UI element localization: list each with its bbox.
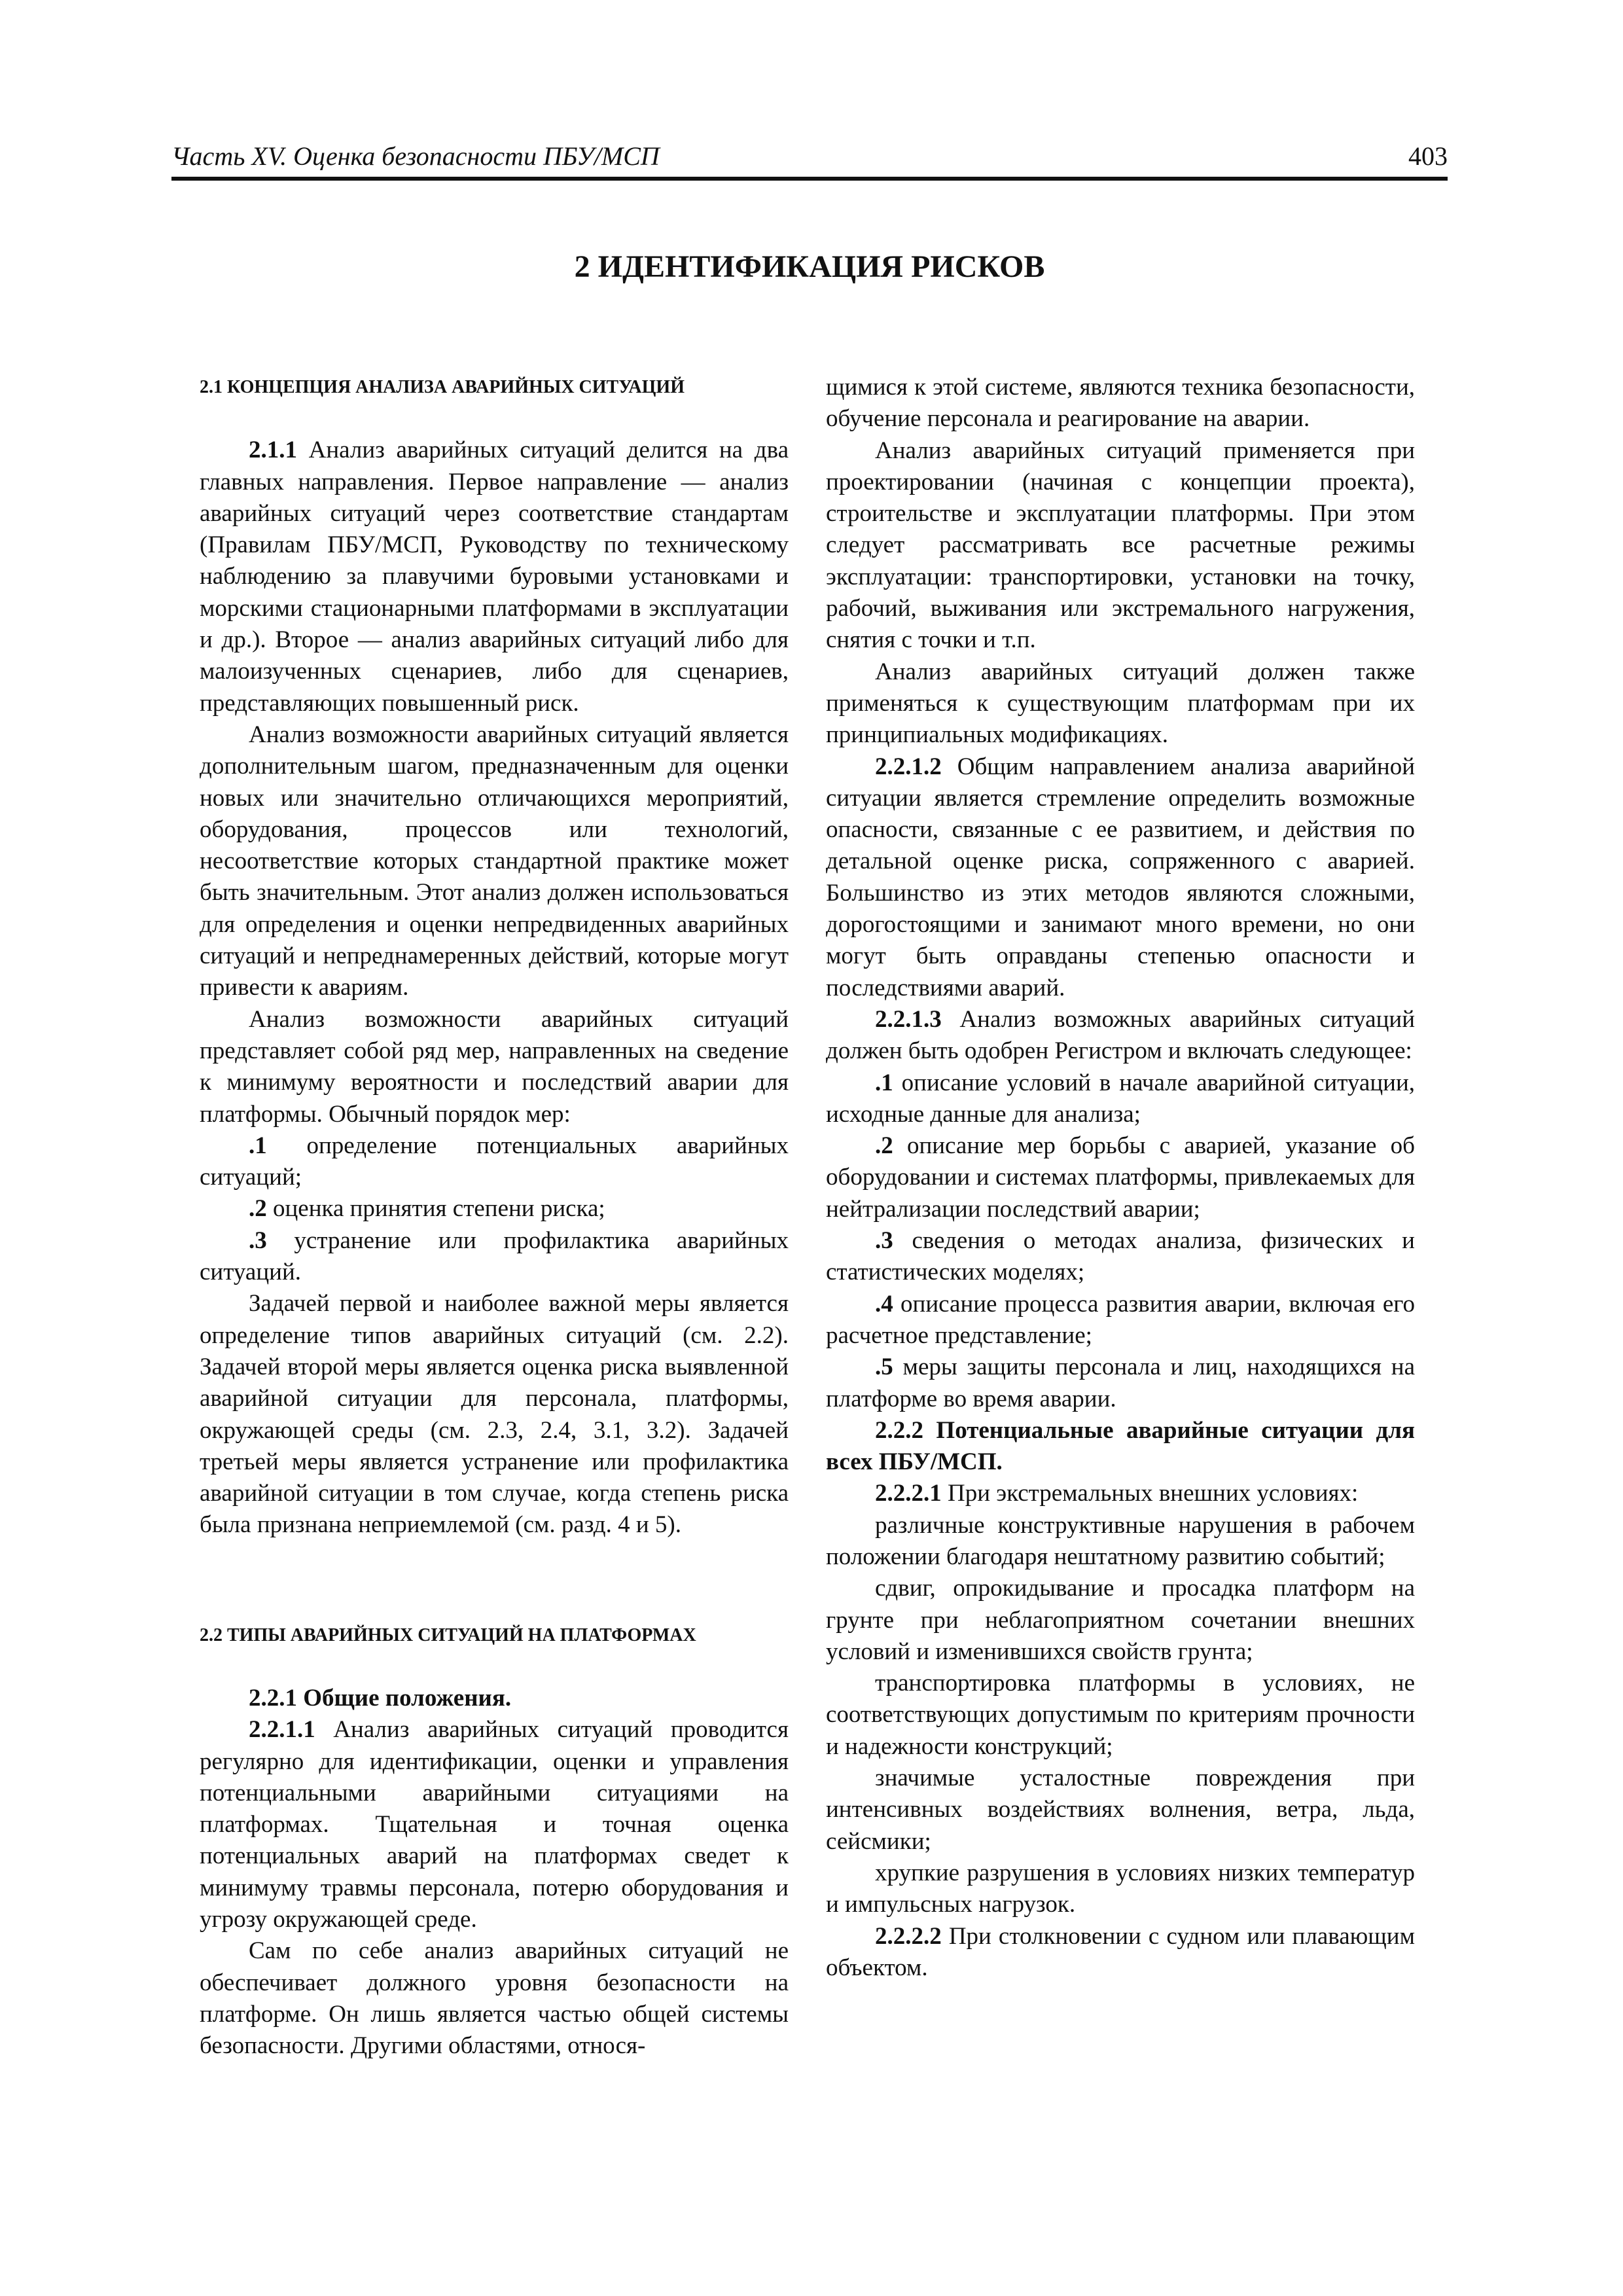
clause-number: 2.1.1 — [249, 437, 297, 464]
list-item: .3 устранение или профилактика аварийных ситуаций. — [200, 1227, 789, 1286]
list-item: .1 описание условий в начале аварийной ситуации, исходные данные для анализа; — [826, 1069, 1415, 1128]
list-item: .5 меры защиты персонала и лиц, находящихся на платформе во время аварии. — [826, 1354, 1415, 1412]
list-item: .2 оценка принятия степени риска; — [249, 1195, 605, 1223]
list-item: хрупкие разрушения в условиях низких температур и импульсных нагрузок. — [826, 1859, 1415, 1918]
section-heading-2-1: 2.1 КОНЦЕПЦИЯ АНАЛИЗА АВАРИЙНЫХ СИТУАЦИЙ — [200, 377, 685, 397]
paragraph: Сам по себе анализ аварийных ситуаций не обеспечивает должного уровня безопасности на платформе. Он лишь является частью общей системы безопасности. Другими областями, относя- — [200, 1937, 789, 2060]
running-title: Часть XV. Оценка безопасности ПБУ/МСП — [171, 141, 660, 171]
paragraph: Задачей первой и наиболее важной меры является определение типов аварийных ситуаций (см. 2.2). Задачей второй меры является оценка риска выявленной аварийной ситуации для персонала, платформы, окружающей среды (см. 2.3, 2.4, 3.1, 3.2). Задачей третьей меры является устранение или профилактика аварийной ситуации в том случае, когда степень риска была признана неприемлемой (см. разд. 4 и 5). — [200, 1290, 789, 1539]
list-item: .1 определение потенциальных аварийных ситуаций; — [200, 1132, 789, 1191]
paragraph: щимися к этой системе, являются техника безопасности, обучение персонала и реагирование на аварии. — [826, 374, 1415, 433]
list-item: значимые усталостные повреждения при интенсивных воздействиях волнения, ветра, льда, сейсмики; — [826, 1765, 1415, 1855]
paragraph: 2.2.1.1 Анализ аварийных ситуаций проводится регулярно для идентификации, оценки и управления потенциальными аварийными ситуациями на платформах. Тщательная и точная оценка потенциальных аварий на платформах сведет к минимуму травмы персонала, потерю оборудования и угрозу окружающей среде. — [200, 1716, 789, 1933]
chapter-title: 2 ИДЕНТИФИКАЦИЯ РИСКОВ — [574, 249, 1045, 284]
page-number: 403 — [1408, 141, 1448, 171]
paragraph: 2.1.1 Анализ аварийных ситуаций делится на два главных направления. Первое направление — анализ аварийных ситуаций через соответствие стандартам (Правилам ПБУ/МСП, Руководству по техническому наблюдению за плавучими буровыми установками и морскими стационарными платформами в эксплуатации и др.). Второе — анализ аварийных ситуаций либо для малоизученных сценариев, либо для сценариев, представляющих повышенный риск. — [200, 437, 789, 717]
list-item: .2 описание мер борьбы с аварией, указание об оборудовании и системах платформы, привлекаемых для нейтрализации последствий аварии; — [826, 1132, 1415, 1223]
right-column — [826, 372, 1415, 1984]
list-item: сдвиг, опрокидывание и просадка платформ на грунте при неблагоприятном сочетании внешних условий и изменившихся свойств грунта; — [826, 1575, 1415, 1665]
paragraph: 2.2.2.2 При столкновении с судном или плавающим объектом. — [826, 1922, 1415, 1981]
paragraph: 2.2.1.3 Анализ возможных аварийных ситуаций должен быть одобрен Регистром и включать следующее: — [826, 1005, 1415, 1065]
list-item: различные конструктивные нарушения в рабочем положении благодаря нештатному развитию событий; — [826, 1511, 1415, 1570]
paragraph: 2.2.2.1 При экстремальных внешних условиях: — [875, 1480, 1359, 1507]
page-header — [171, 137, 1448, 181]
paragraph: Анализ аварийных ситуаций должен также применяться к существующим платформам при их принципиальных модификациях. — [826, 658, 1415, 749]
list-item: .3 сведения о методах анализа, физических и статистических моделях; — [826, 1227, 1415, 1286]
paragraph: Анализ аварийных ситуаций применяется при проектировании (начиная с концепции проекта), строительстве и эксплуатации платформы. При этом следует рассматривать все расчетные режимы эксплуатации: транспортировки, установки на точку, рабочий, выживания или экстремального нагружения, снятия с точки и т.п. — [826, 437, 1415, 654]
list-item: .4 описание процесса развития аварии, включая его расчетное представление; — [826, 1290, 1415, 1349]
left-column — [200, 372, 789, 2062]
list-item: транспортировка платформы в условиях, не соответствующих допустимым по критериям прочности и надежности конструкций; — [826, 1670, 1415, 1760]
paragraph: Анализ возможности аварийных ситуаций является дополнительным шагом, предназначенным для оценки новых или значительно отличающихся мероприятий, оборудования, процессов или технологий, несоответствие которых стандартной практике может быть значительным. Этот анализ должен использоваться для определения и оценки непредвиденных аварийных ситуаций и непреднамеренных действий, которые могут привести к авариям. — [200, 721, 789, 1001]
subsection-heading: 2.2.2 Потенциальные аварийные ситуации для всех ПБУ/МСП. — [826, 1416, 1415, 1476]
paragraph: Анализ возможности аварийных ситуаций представляет собой ряд мер, направленных на сведение к минимуму вероятности и последствий аварии для платформы. Обычный порядок мер: — [200, 1005, 789, 1128]
section-heading-2-2: 2.2 ТИПЫ АВАРИЙНЫХ СИТУАЦИЙ НА ПЛАТФОРМАХ — [200, 1624, 696, 1645]
paragraph: 2.2.1.2 Общим направлением анализа аварийной ситуации является стремление определить возможные опасности, связанные с ее развитием, и действия по детальной оценке риска, сопряженного с аварией. Большинство из этих методов являются сложными, дорогостоящими и занимают много времени, но они могут быть оправданы степенью опасности и последствиями аварий. — [826, 753, 1415, 1001]
subsection-heading: 2.2.1 Общие положения. — [249, 1684, 512, 1712]
